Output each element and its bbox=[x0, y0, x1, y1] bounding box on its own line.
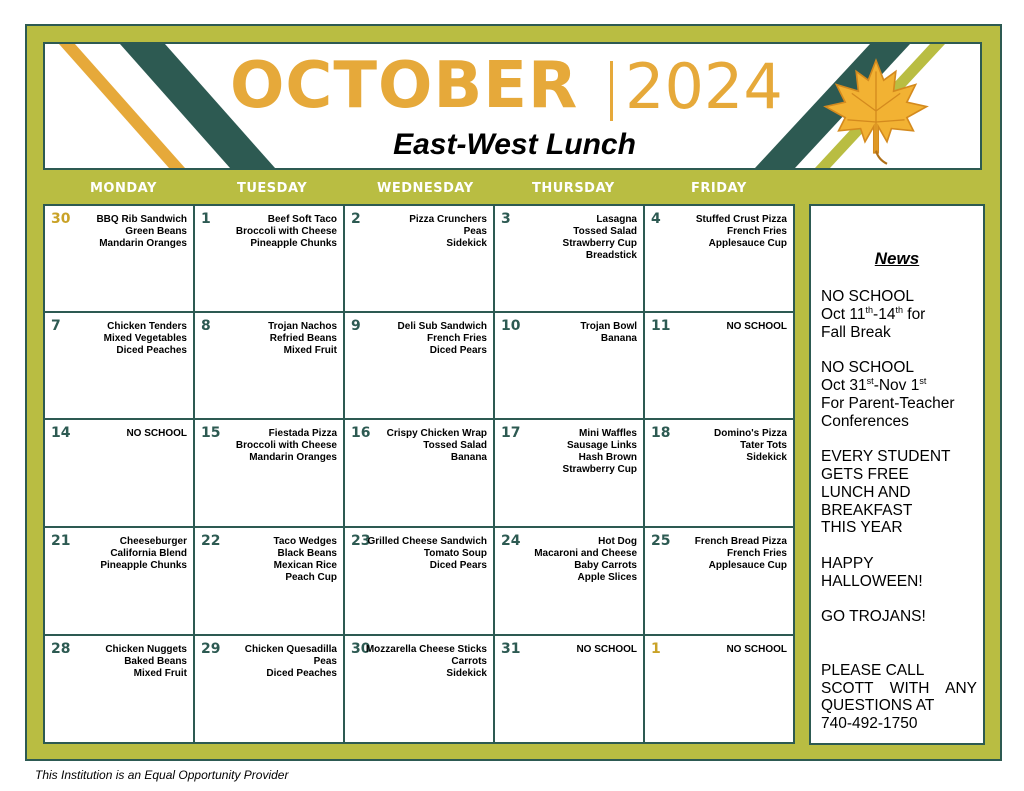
menu-item: Refried Beans bbox=[269, 333, 337, 344]
calendar-day-cell bbox=[495, 206, 645, 313]
day-number: 10 bbox=[501, 318, 521, 334]
news-line: 740-492-1750 bbox=[821, 715, 918, 733]
menu-items bbox=[580, 321, 637, 345]
weekday-friday: FRIDAY bbox=[691, 181, 747, 196]
menu-items bbox=[534, 536, 637, 584]
menu-item: Deli Sub Sandwich bbox=[397, 321, 487, 332]
menu-item: Apple Slices bbox=[577, 572, 637, 583]
day-number: 8 bbox=[201, 318, 211, 334]
menu-item: Tomato Soup bbox=[423, 548, 487, 559]
news-line: For Parent-Teacher bbox=[821, 394, 955, 412]
calendar-day-cell bbox=[195, 636, 345, 742]
menu-item: Crispy Chicken Wrap bbox=[386, 428, 487, 439]
news-line: NO SCHOOL bbox=[821, 288, 915, 305]
calendar-grid bbox=[43, 204, 795, 744]
menu-item: Mexican Rice bbox=[273, 560, 337, 571]
news-line: HAPPY bbox=[821, 554, 874, 572]
calendar-day-cell bbox=[495, 528, 645, 636]
menu-item: Trojan Nachos bbox=[268, 321, 337, 332]
menu-item: Broccoli with Cheese bbox=[235, 440, 337, 451]
day-number: 30 bbox=[51, 211, 71, 227]
menu-items bbox=[100, 536, 187, 572]
day-number: 11 bbox=[651, 318, 671, 334]
day-number: 18 bbox=[651, 425, 671, 441]
maple-leaf-icon bbox=[821, 56, 931, 166]
menu-items bbox=[268, 321, 337, 357]
news-line: Oct 11th-14th for bbox=[821, 304, 926, 323]
news-line: QUESTIONS AT bbox=[821, 697, 935, 715]
menu-items bbox=[726, 321, 787, 333]
menu-items bbox=[714, 428, 787, 464]
menu-item: Mini Waffles bbox=[579, 428, 637, 439]
menu-items bbox=[576, 644, 637, 656]
menu-item: Baked Beans bbox=[124, 656, 187, 667]
news-line: THIS YEAR bbox=[821, 519, 903, 537]
calendar-day-cell bbox=[645, 206, 793, 313]
menu-item: Strawberry Cup bbox=[562, 464, 637, 475]
weekday-tuesday: TUESDAY bbox=[237, 181, 308, 196]
day-number: 17 bbox=[501, 425, 521, 441]
calendar-day-cell bbox=[345, 313, 495, 420]
menu-items bbox=[409, 214, 487, 250]
day-number: 24 bbox=[501, 533, 521, 549]
menu-item: California Blend bbox=[110, 548, 187, 559]
calendar-day-cell bbox=[345, 420, 495, 528]
menu-item: Mandarin Oranges bbox=[249, 452, 337, 463]
menu-items bbox=[126, 428, 187, 440]
day-number: 28 bbox=[51, 641, 71, 657]
menu-item: NO SCHOOL bbox=[576, 644, 637, 655]
calendar-day-cell bbox=[645, 528, 793, 636]
news-line: PLEASE CALL bbox=[821, 661, 925, 679]
calendar-day-cell bbox=[45, 528, 195, 636]
day-number: 16 bbox=[351, 425, 371, 441]
menu-items bbox=[236, 428, 337, 464]
menu-items bbox=[696, 214, 787, 250]
menu-item: Mixed Vegetables bbox=[103, 333, 187, 344]
year-title: 2024 bbox=[625, 50, 783, 123]
menu-item: Mozzarella Cheese Sticks bbox=[365, 644, 487, 655]
menu-item: Macaroni and Cheese bbox=[534, 548, 637, 559]
calendar-day-cell bbox=[195, 420, 345, 528]
day-number: 31 bbox=[501, 641, 521, 657]
day-number: 30 bbox=[351, 641, 371, 657]
menu-items bbox=[695, 536, 787, 572]
news-line: GO TROJANS! bbox=[821, 608, 926, 626]
menu-item: Peas bbox=[463, 226, 487, 237]
weekday-wednesday: WEDNESDAY bbox=[377, 181, 474, 196]
day-number: 2 bbox=[351, 211, 361, 227]
calendar-day-cell bbox=[495, 636, 645, 742]
menu-items bbox=[368, 536, 487, 572]
menu-items bbox=[273, 536, 337, 584]
menu-item: Applesauce Cup bbox=[708, 560, 787, 571]
menu-item: Strawberry Cup bbox=[562, 238, 637, 249]
menu-items bbox=[245, 644, 337, 680]
menu-item: BBQ Rib Sandwich bbox=[96, 214, 187, 225]
menu-items bbox=[726, 644, 787, 656]
menu-item: Hash Brown bbox=[578, 452, 637, 463]
day-number: 22 bbox=[201, 533, 221, 549]
menu-items bbox=[105, 644, 187, 680]
calendar-day-cell bbox=[45, 313, 195, 420]
calendar-header bbox=[43, 42, 982, 170]
day-number: 4 bbox=[651, 211, 661, 227]
menu-item: Chicken Nuggets bbox=[105, 644, 187, 655]
menu-items bbox=[366, 644, 487, 680]
menu-items bbox=[96, 214, 187, 250]
news-line: GETS FREE bbox=[821, 465, 909, 483]
day-number: 9 bbox=[351, 318, 361, 334]
menu-item: Taco Wedges bbox=[273, 536, 337, 547]
menu-item: Sidekick bbox=[746, 452, 787, 463]
news-title: News bbox=[874, 249, 920, 268]
menu-item: NO SCHOOL bbox=[726, 321, 787, 332]
menu-item: Chicken Tenders bbox=[107, 321, 187, 332]
menu-item: Beef Soft Taco bbox=[267, 214, 337, 225]
calendar-day-cell bbox=[195, 528, 345, 636]
menu-item: Diced Pears bbox=[429, 345, 487, 356]
menu-item: Grilled Cheese Sandwich bbox=[367, 536, 487, 547]
menu-item: Green Beans bbox=[125, 226, 187, 237]
menu-item: Tater Tots bbox=[740, 440, 787, 451]
news-line: LUNCH AND bbox=[821, 483, 911, 501]
menu-item: Banana bbox=[600, 333, 637, 344]
menu-item: Carrots bbox=[451, 656, 487, 667]
calendar-day-cell bbox=[495, 420, 645, 528]
menu-item: NO SCHOOL bbox=[726, 644, 787, 655]
news-line: Fall Break bbox=[821, 323, 891, 341]
menu-item: Mixed Fruit bbox=[283, 345, 337, 356]
calendar-day-cell bbox=[495, 313, 645, 420]
menu-item: Mixed Fruit bbox=[133, 668, 187, 679]
menu-items bbox=[398, 321, 487, 357]
news-panel bbox=[809, 204, 985, 745]
news-line: Conferences bbox=[821, 412, 909, 430]
calendar-day-cell bbox=[345, 528, 495, 636]
calendar-day-cell bbox=[645, 313, 793, 420]
menu-items bbox=[563, 214, 637, 262]
menu-item: French Fries bbox=[726, 548, 787, 559]
menu-items bbox=[236, 214, 337, 250]
menu-item: Pineapple Chunks bbox=[250, 238, 337, 249]
menu-item: Fiestada Pizza bbox=[268, 428, 337, 439]
menu-items bbox=[104, 321, 187, 357]
calendar-day-cell bbox=[45, 636, 195, 742]
menu-item: Hot Dog bbox=[598, 536, 637, 547]
calendar-day-cell bbox=[195, 313, 345, 420]
day-number: 23 bbox=[351, 533, 371, 549]
menu-item: Sidekick bbox=[446, 238, 487, 249]
menu-item: NO SCHOOL bbox=[126, 428, 187, 439]
news-line: SCOTT WITH ANY bbox=[821, 679, 977, 697]
calendar-day-cell bbox=[645, 420, 793, 528]
calendar-day-cell bbox=[645, 636, 793, 742]
menu-item: Chicken Quesadilla bbox=[244, 644, 337, 655]
day-number: 25 bbox=[651, 533, 671, 549]
news-body bbox=[821, 288, 977, 733]
day-number: 15 bbox=[201, 425, 221, 441]
menu-item: Baby Carrots bbox=[574, 560, 637, 571]
news-line: HALLOWEEN! bbox=[821, 572, 923, 590]
calendar-subtitle: East-West Lunch bbox=[393, 128, 636, 161]
calendar-day-cell bbox=[345, 636, 495, 742]
month-title: OCTOBER bbox=[230, 49, 579, 123]
menu-item: French Bread Pizza bbox=[694, 536, 787, 547]
news-line: NO SCHOOL bbox=[821, 359, 915, 377]
menu-item: Peas bbox=[313, 656, 337, 667]
menu-item: Diced Peaches bbox=[116, 345, 187, 356]
weekday-header-row bbox=[0, 181, 1024, 197]
menu-item: French Fries bbox=[726, 226, 787, 237]
menu-item: Applesauce Cup bbox=[708, 238, 787, 249]
footer-note: This Institution is an Equal Opportunity Provider bbox=[35, 768, 289, 782]
menu-item: Banana bbox=[450, 452, 487, 463]
menu-item: Breadstick bbox=[585, 250, 637, 261]
weekday-monday: MONDAY bbox=[90, 181, 157, 196]
day-number: 7 bbox=[51, 318, 61, 334]
calendar-day-cell bbox=[345, 206, 495, 313]
day-number: 3 bbox=[501, 211, 511, 227]
menu-item: Mandarin Oranges bbox=[99, 238, 187, 249]
menu-item: French Fries bbox=[426, 333, 487, 344]
menu-item: Sidekick bbox=[446, 668, 487, 679]
weekday-thursday: THURSDAY bbox=[532, 181, 615, 196]
menu-item: Stuffed Crust Pizza bbox=[695, 214, 787, 225]
menu-item: Domino's Pizza bbox=[714, 428, 787, 439]
calendar-day-cell bbox=[45, 420, 195, 528]
title-divider bbox=[610, 61, 613, 121]
day-number: 29 bbox=[201, 641, 221, 657]
day-number: 1 bbox=[651, 641, 661, 657]
day-number: 14 bbox=[51, 425, 71, 441]
menu-item: Sausage Links bbox=[566, 440, 637, 451]
day-number: 21 bbox=[51, 533, 71, 549]
menu-item: Tossed Salad bbox=[573, 226, 637, 237]
menu-items bbox=[387, 428, 487, 464]
menu-item: Black Beans bbox=[277, 548, 337, 559]
menu-items bbox=[563, 428, 637, 476]
calendar-day-cell bbox=[195, 206, 345, 313]
menu-item: Trojan Bowl bbox=[580, 321, 637, 332]
day-number: 1 bbox=[201, 211, 211, 227]
menu-item: Lasagna bbox=[596, 214, 637, 225]
menu-item: Peach Cup bbox=[285, 572, 337, 583]
news-line: Oct 31st-Nov 1st bbox=[821, 375, 927, 394]
menu-item: Cheeseburger bbox=[119, 536, 187, 547]
menu-item: Pineapple Chunks bbox=[100, 560, 187, 571]
menu-item: Tossed Salad bbox=[423, 440, 487, 451]
menu-item: Pizza Crunchers bbox=[409, 214, 487, 225]
news-line: BREAKFAST bbox=[821, 501, 913, 519]
news-line: EVERY STUDENT bbox=[821, 448, 951, 466]
menu-item: Diced Peaches bbox=[266, 668, 337, 679]
menu-item: Diced Pears bbox=[429, 560, 487, 571]
calendar-day-cell bbox=[45, 206, 195, 313]
menu-item: Broccoli with Cheese bbox=[235, 226, 337, 237]
